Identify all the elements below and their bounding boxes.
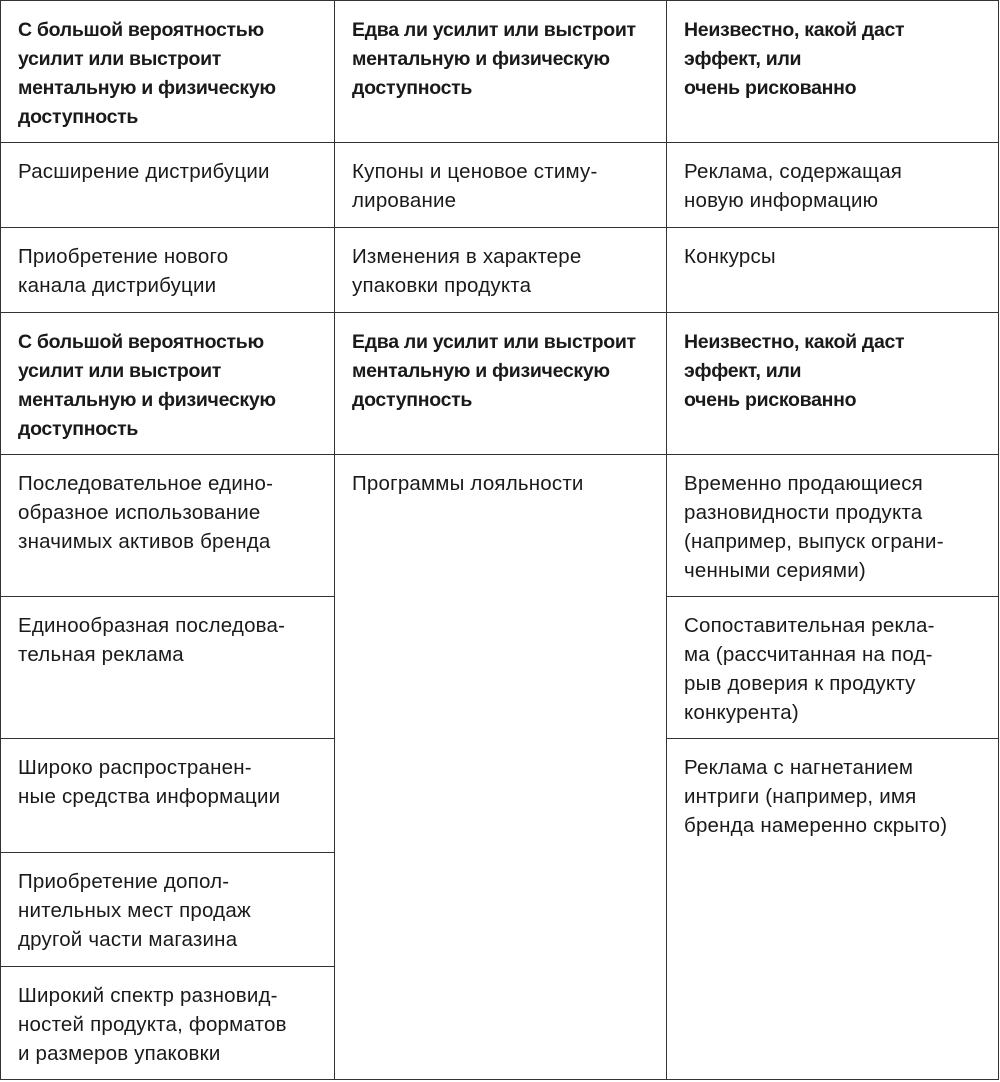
header-cell-unknown: Неизвестно, какой даст эффект, или очень рискованно — [667, 1, 999, 143]
table-cell: Широко распространен- ные средства информации — [1, 739, 335, 853]
table-cell-merged: Программы лояльности — [335, 455, 667, 1080]
header-cell-unlikely: Едва ли усилит или выстроит ментальную и физическую доступность — [335, 313, 667, 455]
table-cell: Временно продающиеся разновидности продукта (например, выпуск ограни- ченными сериями) — [667, 455, 999, 597]
table-cell: Сопоставительная рекла- ма (рассчитанная на под- рыв доверия к продукту конкурента) — [667, 597, 999, 739]
header-cell-unknown: Неизвестно, какой даст эффект, или очень рискованно — [667, 313, 999, 455]
table-cell-merged: Реклама с нагнетанием интриги (например, имя бренда намеренно скрыто) — [667, 739, 999, 1080]
table-row — [1, 455, 999, 597]
header-row-1 — [1, 1, 999, 143]
table-cell: Расширение дистрибуции — [1, 143, 335, 228]
header-cell-likely: С большой вероятностью усилит или выстроит ментальную и физическую доступность — [1, 1, 335, 143]
header-cell-likely: С большой вероятностью усилит или выстроит ментальную и физическую доступность — [1, 313, 335, 455]
table-cell: Приобретение допол- нительных мест продаж другой части магазина — [1, 853, 335, 967]
table-cell: Изменения в характере упаковки продукта — [335, 228, 667, 313]
table-row — [1, 143, 999, 228]
header-cell-unlikely: Едва ли усилит или выстроит ментальную и физическую доступность — [335, 1, 667, 143]
table-cell: Широкий спектр разновид- ностей продукта, форматов и размеров упаковки — [1, 967, 335, 1080]
table-cell: Последовательное едино- образное использование значимых активов бренда — [1, 455, 335, 597]
table-cell: Единообразная последова- тельная реклама — [1, 597, 335, 739]
table-cell: Реклама, содержащая новую информацию — [667, 143, 999, 228]
table-row — [1, 228, 999, 313]
table-cell: Купоны и ценовое стиму- лирование — [335, 143, 667, 228]
table-cell: Конкурсы — [667, 228, 999, 313]
table-cell: Приобретение нового канала дистрибуции — [1, 228, 335, 313]
header-row-2 — [1, 313, 999, 455]
